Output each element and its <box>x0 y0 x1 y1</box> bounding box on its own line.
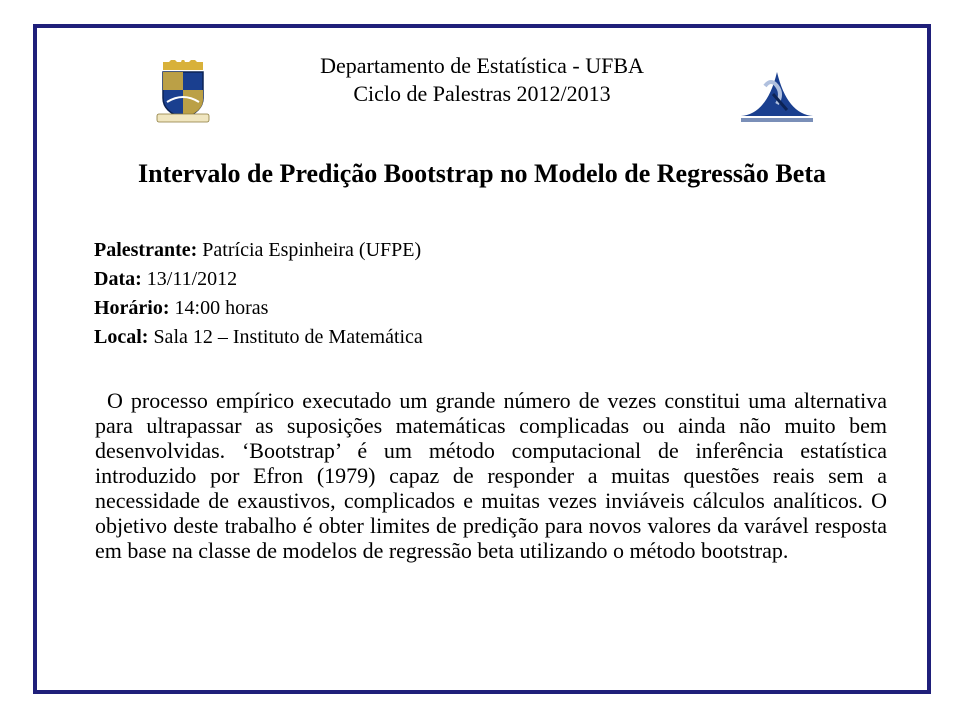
statistics-department-logo <box>737 64 817 124</box>
time-label: Horário: <box>94 297 170 319</box>
date-label: Data: <box>94 268 142 290</box>
abstract-paragraph: O processo empírico executado um grande número de vezes constitui uma alternativa para ultrapassar as suposições matemáticas complicadas ou ainda não muito bem desenvolvidas. ‘Bootstrap’ é um método computacional de inferência estatística introduzido por Efron (1979) capaz de responder a muitas questões reais sem a necessidade de exaustivos, complicados e muitas vezes inviáveis cálculos analíticos. O objetivo deste trabalho é obter limites de predição para novos valores da varável resposta em base na classe de modelos de regressão beta utilizando o método bootstrap. <box>95 388 887 563</box>
date-row <box>94 265 423 294</box>
talk-details <box>94 236 423 352</box>
place-value: Sala 12 – Instituto de Matemática <box>153 326 423 348</box>
date-value: 13/11/2012 <box>146 268 238 290</box>
header-cycle: Ciclo de Palestras 2012/2013 <box>353 81 611 106</box>
speaker-label: Palestrante: <box>94 239 198 261</box>
page-border <box>33 24 931 694</box>
header-department: Departamento de Estatística - UFBA <box>320 53 644 78</box>
talk-title: Intervalo de Predição Bootstrap no Modelo de Regressão Beta <box>138 159 826 188</box>
place-row <box>94 323 423 352</box>
time-row <box>94 294 423 323</box>
speaker-value: Patrícia Espinheira (UFPE) <box>202 239 422 261</box>
place-label: Local: <box>94 326 149 348</box>
speaker-row <box>94 236 423 265</box>
time-value: 14:00 horas <box>174 297 269 319</box>
